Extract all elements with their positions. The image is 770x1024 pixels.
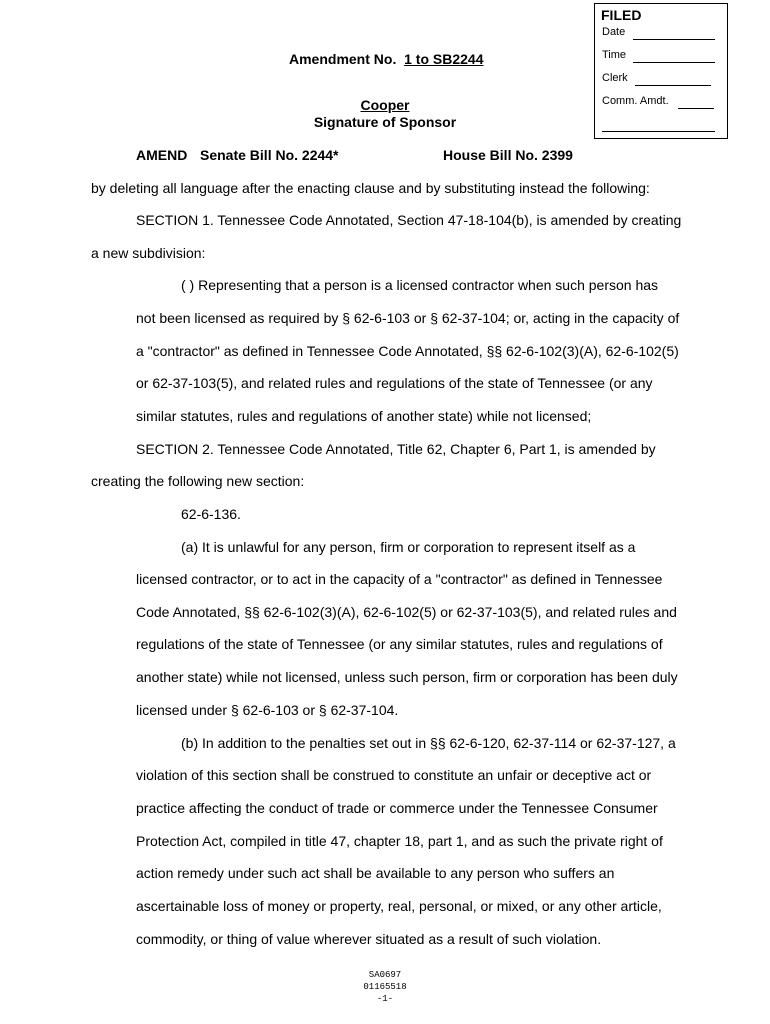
- body-line: SECTION 2. Tennessee Code Annotated, Title 62, Chapter 6, Part 1, is amended by: [136, 441, 656, 457]
- body-line: similar statutes, rules and regulations of another state) while not licensed;: [136, 408, 592, 424]
- amendment-prefix: Amendment No.: [289, 51, 397, 67]
- body-line: (b) In addition to the penalties set out in §§ 62-6-120, 62-37-114 or 62-37-127, a: [181, 735, 676, 751]
- footer-code-2: 01165518: [363, 982, 407, 992]
- body-line: or 62-37-103(5), and related rules and regulations of the state of Tennessee (or any: [136, 375, 653, 391]
- signature-line: [602, 131, 715, 132]
- amend-label: AMEND: [136, 147, 188, 163]
- senate-bill: Senate Bill No. 2244*: [200, 147, 339, 163]
- body-line: violation of this section shall be construed to constitute an unfair or deceptive act or: [136, 767, 652, 783]
- body-line: Code Annotated, §§ 62-6-102(3)(A), 62-6-102(5) or 62-37-103(5), and related rules and: [136, 604, 677, 620]
- body-line: regulations of the state of Tennessee (or any similar statutes, rules and regulations of: [136, 636, 663, 652]
- house-bill: House Bill No. 2399: [443, 147, 573, 163]
- page-number: -1-: [376, 994, 394, 1004]
- body-line: a "contractor" as defined in Tennessee Code Annotated, §§ 62-6-102(3)(A), 62-6-102(5): [136, 343, 679, 359]
- sponsor-caption: Signature of Sponsor: [313, 114, 457, 130]
- body-line: ascertainable loss of money or property, real, personal, or mixed, or any other article,: [136, 898, 662, 914]
- amendment-number: 1 to SB2244: [404, 51, 484, 67]
- filed-title: FILED: [601, 7, 642, 23]
- body-line: action remedy under such act shall be available to any person who suffers an: [136, 865, 615, 881]
- clerk-label: Clerk: [602, 72, 628, 84]
- body-line: (a) It is unlawful for any person, firm or corporation to represent itself as a: [181, 539, 636, 555]
- body-line: not been licensed as required by § 62-6-103 or § 62-37-104; or, acting in the capacity of: [136, 310, 680, 326]
- body-line: 62-6-136.: [181, 506, 241, 522]
- date-label: Date: [602, 26, 626, 38]
- date-line: [633, 39, 715, 40]
- footer-code-1: SA0697: [368, 970, 402, 980]
- body-line: Protection Act, compiled in title 47, chapter 18, part 1, and as such the private right of: [136, 833, 663, 849]
- body-line: licensed contractor, or to act in the capacity of a "contractor" as defined in Tennessee: [136, 571, 663, 587]
- body-line: by deleting all language after the enacting clause and by substituting instead the following:: [91, 180, 650, 196]
- time-line: [633, 62, 715, 63]
- body-line: licensed under § 62-6-103 or § 62-37-104.: [136, 702, 399, 718]
- body-line: commodity, or thing of value wherever situated as a result of such violation.: [136, 931, 602, 947]
- time-label: Time: [602, 49, 627, 61]
- body-line: another state) while not licensed, unless such person, firm or corporation has been duly: [136, 669, 678, 685]
- body-line: practice affecting the conduct of trade or commerce under the Tennessee Consumer: [136, 800, 658, 816]
- body-line: creating the following new section:: [91, 473, 305, 489]
- comm-amdt-label: Comm. Amdt.: [602, 95, 669, 107]
- sponsor-name: Cooper: [360, 97, 410, 113]
- body-line: SECTION 1. Tennessee Code Annotated, Section 47-18-104(b), is amended by creating: [136, 212, 682, 228]
- body-line: a new subdivision:: [91, 245, 206, 261]
- clerk-line: [635, 85, 711, 86]
- body-line: ( ) Representing that a person is a licensed contractor when such person has: [181, 277, 659, 293]
- amendment-heading: [289, 51, 484, 67]
